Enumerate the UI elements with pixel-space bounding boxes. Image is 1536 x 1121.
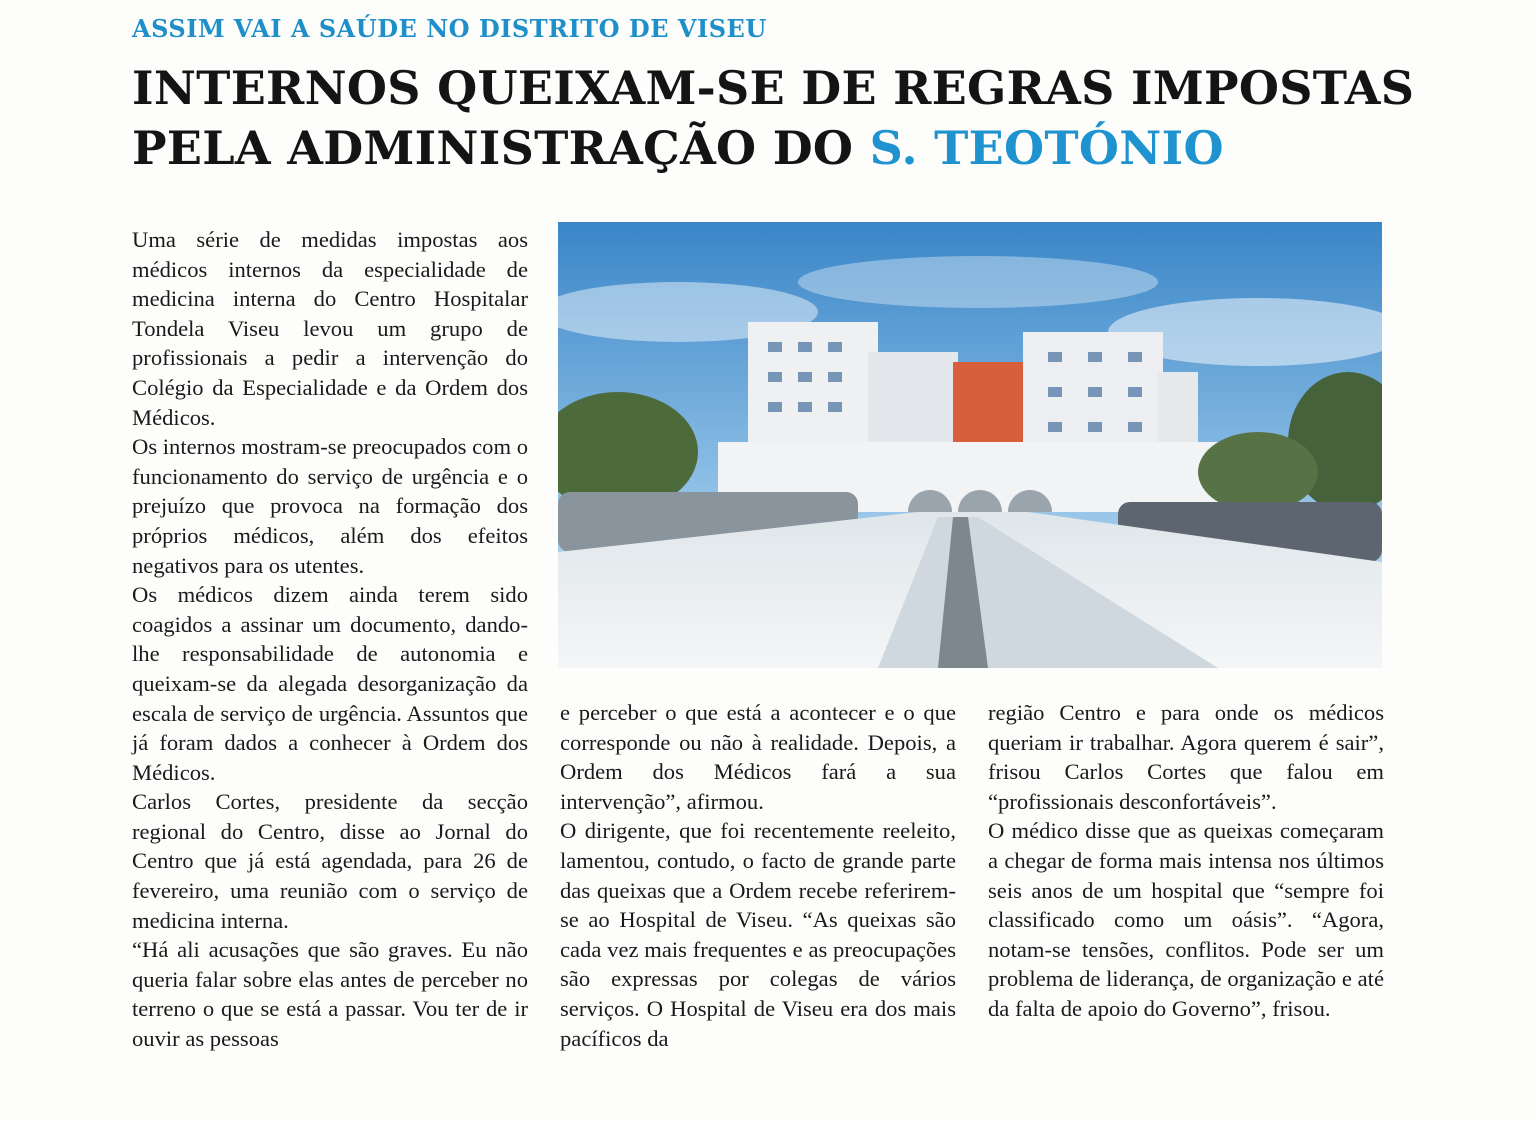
paragraph: Uma série de medidas impostas aos médicos internos da especialidade de medicina interna do Centro Hospitalar Tondela Viseu levou um grupo de profissionais a pedir a intervenção do Colégio da Especialidade e da Ordem dos Médicos. bbox=[132, 227, 528, 430]
headline-line-2-prefix: PELA ADMINISTRAÇÃO DO bbox=[132, 121, 870, 175]
paragraph: Carlos Cortes, presidente da secção regional do Centro, disse ao Jornal do Centro que já está agendada, para 26 de fevereiro, uma reunião com o serviço de medicina interna. bbox=[132, 789, 528, 933]
paragraph: O médico disse que as queixas começaram a chegar de forma mais intensa nos últimos seis anos de um hospital que “sempre foi classificado como um oásis”. “Agora, notam-se tensões, conflitos. Pode ser um problema de liderança, de organização e até da falta de apoio do Governo”, frisou. bbox=[988, 818, 1384, 1021]
article-column-2 bbox=[560, 698, 956, 1053]
article-headline bbox=[132, 58, 1415, 178]
paragraph: Os internos mostram-se preocupados com o funcionamento do serviço de urgência e o prejuízo que provoca na formação dos próprios médicos, além dos efeitos negativos para os utentes. bbox=[132, 434, 528, 578]
article-kicker: ASSIM VAI A SAÚDE NO DISTRITO DE VISEU bbox=[132, 14, 767, 43]
hospital-photo bbox=[558, 222, 1382, 668]
paragraph: e perceber o que está a acontecer e o que corresponde ou não à realidade. Depois, a Ordem dos Médicos fará a sua intervenção”, afirmou. bbox=[560, 700, 956, 814]
hospital-photo-icon bbox=[558, 222, 1382, 668]
paragraph: “Há ali acusações que são graves. Eu não queria falar sobre elas antes de perceber no terreno o que se está a passar. Vou ter de ir ouvir as pessoas bbox=[132, 937, 528, 1052]
paragraph: Os médicos dizem ainda terem sido coagidos a assinar um documento, dando-lhe responsabilidade de autonomia e queixam-se da alegada desorganização da escala de serviço de urgência. Assuntos que já foram dados a conhecer à Ordem dos Médicos. bbox=[132, 582, 528, 785]
headline-line-1: INTERNOS QUEIXAM-SE DE REGRAS IMPOSTAS bbox=[132, 61, 1415, 115]
article-column-3 bbox=[988, 698, 1384, 1024]
headline-highlight: S. TEOTÓNIO bbox=[869, 121, 1224, 175]
article-column-1 bbox=[132, 225, 528, 1054]
paragraph: O dirigente, que foi recentemente reeleito, lamentou, contudo, o facto de grande parte das queixas que a Ordem recebe referirem-se ao Hospital de Viseu. “As queixas são cada vez mais frequentes e as preocupações são expressas por colegas de vários serviços. O Hospital de Viseu era dos mais pacíficos da bbox=[560, 818, 956, 1051]
paragraph: região Centro e para onde os médicos queriam ir trabalhar. Agora querem é sair”, frisou Carlos Cortes que falou em “profissionais desconfortáveis”. bbox=[988, 700, 1384, 814]
headline-line-2 bbox=[132, 118, 1392, 178]
